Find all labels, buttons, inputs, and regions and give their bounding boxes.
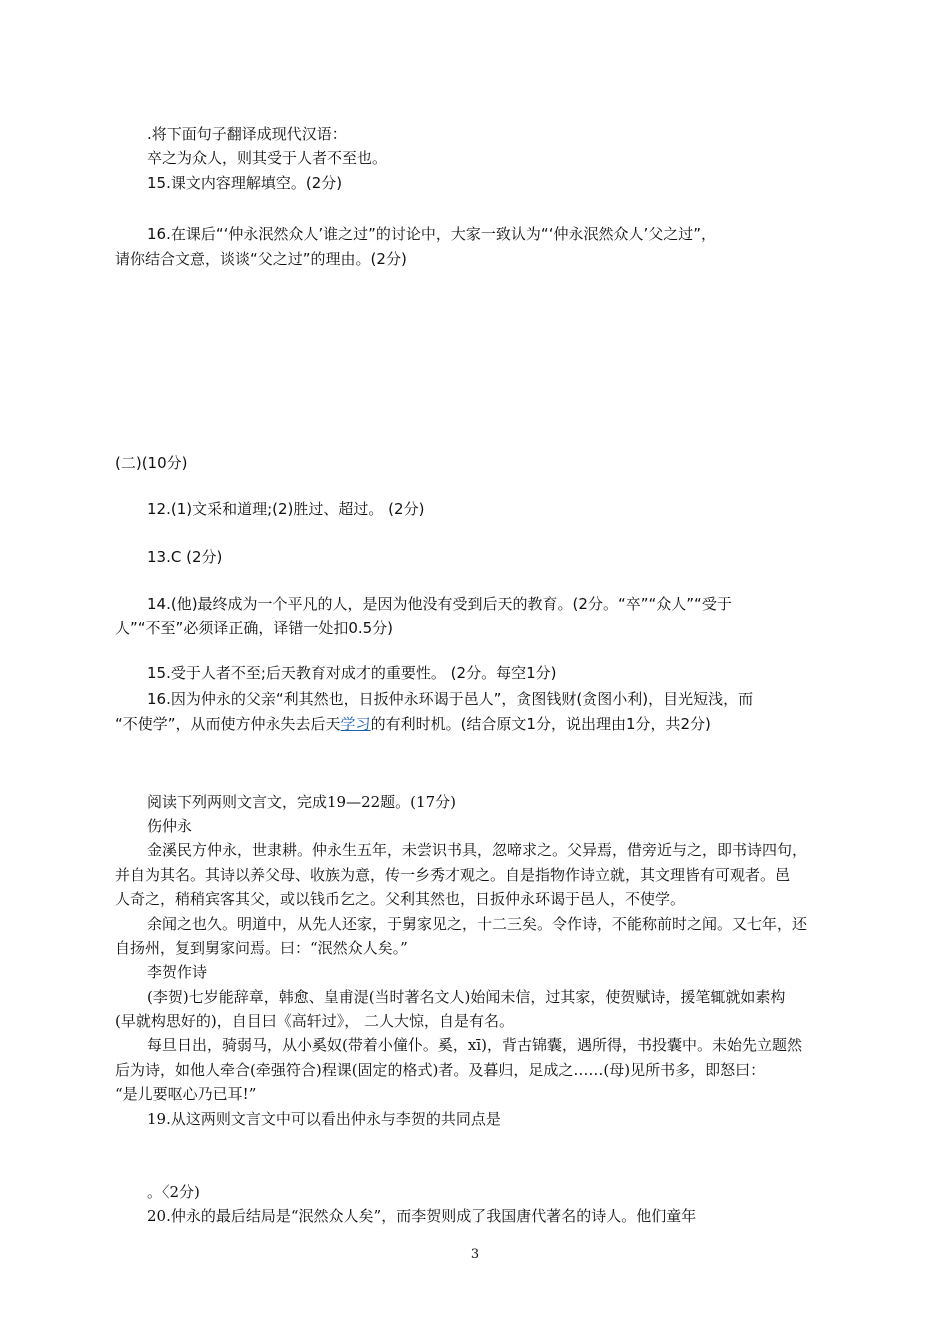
- passage-2-para-1-line-1: (李贺)七岁能辞章，韩愈、皇甫湜(当时著名文人)始闻未信，过其家，使贺赋诗，援笔辄就如素构: [147, 988, 786, 1006]
- question-15: 15.课文内容理解填空。(2分): [147, 174, 343, 192]
- passage-1-para-2-line-1: 余闻之也久。明道中，从先人还家，于舅家见之，十二三矣。令作诗，不能称前时之闻。又七年，还: [147, 915, 808, 933]
- passage-2-para-1-line-2: (早就构思好的)，自目曰《高轩过》， 二人大惊，自是有名。: [115, 1012, 514, 1030]
- passage-1-title: 伤仲永: [147, 817, 193, 835]
- answer-16-line-2: [115, 713, 711, 735]
- passage-1-para-1-line-3: 人奇之，稍稍宾客其父，或以钱币乞之。父利其然也，日扳仲永环谒于邑人，不使学。: [115, 890, 686, 908]
- answer-14-line-2: 人”“不至”必须译正确，译错一处扣0.5分): [115, 619, 394, 637]
- answer-15: 15.受于人者不至;后天教育对成才的重要性。 (2分。每空1分): [147, 664, 557, 682]
- reading-intro: 阅读下列两则文言文，完成19—22题。(17分): [147, 793, 456, 811]
- answer-14-line-1: 14.(他)最终成为一个平凡的人，是因为他没有受到后天的教育。(2分。“卒”“众人”“受于: [147, 595, 732, 613]
- study-link[interactable]: 学习: [340, 715, 371, 733]
- answers-section-heading: (二)(10分): [115, 454, 188, 472]
- passage-2-para-2-line-3: “是儿要呕心乃已耳!”: [115, 1085, 257, 1103]
- passage-1-para-2-line-2: 自扬州，复到舅家问焉。曰：“泯然众人矣。”: [115, 939, 408, 957]
- passage-2-para-2-line-1: 每旦日出，骑弱马，从小奚奴(带着小僮仆。奚，xī)，背古锦囊，遇所得，书投囊中。未始先立题然: [147, 1036, 802, 1054]
- passage-2-para-2-line-2: 后为诗，如他人牵合(牵强符合)程课(固定的格式)者。及暮归，足成之……(母)见所书多，即怒曰：: [115, 1061, 766, 1079]
- passage-1-para-1-line-1: 金溪民方仲永，世隶耕。仲永生五年，未尝识书具，忽啼求之。父异焉，借旁近与之，即书诗四句，: [147, 841, 808, 859]
- answer-12: 12.(1)文采和道理;(2)胜过、超过。 (2分): [147, 500, 425, 518]
- page-number: 3: [470, 1247, 480, 1262]
- question-19-score: 。〈2分): [147, 1183, 200, 1201]
- answer-16-line-1: 16.因为仲永的父亲“利其然也，日扳仲永环谒于邑人”，贪图钱财(贪图小利)，目光短浅，而: [147, 690, 754, 708]
- passage-2-title: 李贺作诗: [147, 963, 208, 981]
- answer-16-text-after-link: 的有利时机。(结合原文1分，说出理由1分，共2分): [370, 715, 711, 733]
- answer-13: 13.C (2分): [147, 548, 223, 566]
- translation-sentence: 卒之为众人，则其受于人者不至也。: [147, 149, 388, 167]
- translation-instruction: .将下面句子翻译成现代汉语：: [147, 125, 347, 143]
- answer-16-text-before-link: “不使学”，从而使方仲永失去后天: [115, 715, 341, 733]
- question-19: 19.从这两则文言文中可以看出仲永与李贺的共同点是: [147, 1110, 501, 1128]
- question-20: 20.仲永的最后结局是“泯然众人矣”，而李贺则成了我国唐代著名的诗人。他们童年: [147, 1207, 697, 1225]
- passage-1-para-1-line-2: 并自为其名。其诗以养父母、收族为意，传一乡秀才观之。自是指物作诗立就，其文理皆有可观者。邑: [115, 866, 791, 884]
- question-16-line-2: 请你结合文意，谈谈“父之过”的理由。(2分): [115, 250, 407, 268]
- question-16-line-1: 16.在课后“‘仲永泯然众人’谁之过”的讨论中，大家一致认为“‘仲永泯然众人’父之过”，: [147, 225, 717, 243]
